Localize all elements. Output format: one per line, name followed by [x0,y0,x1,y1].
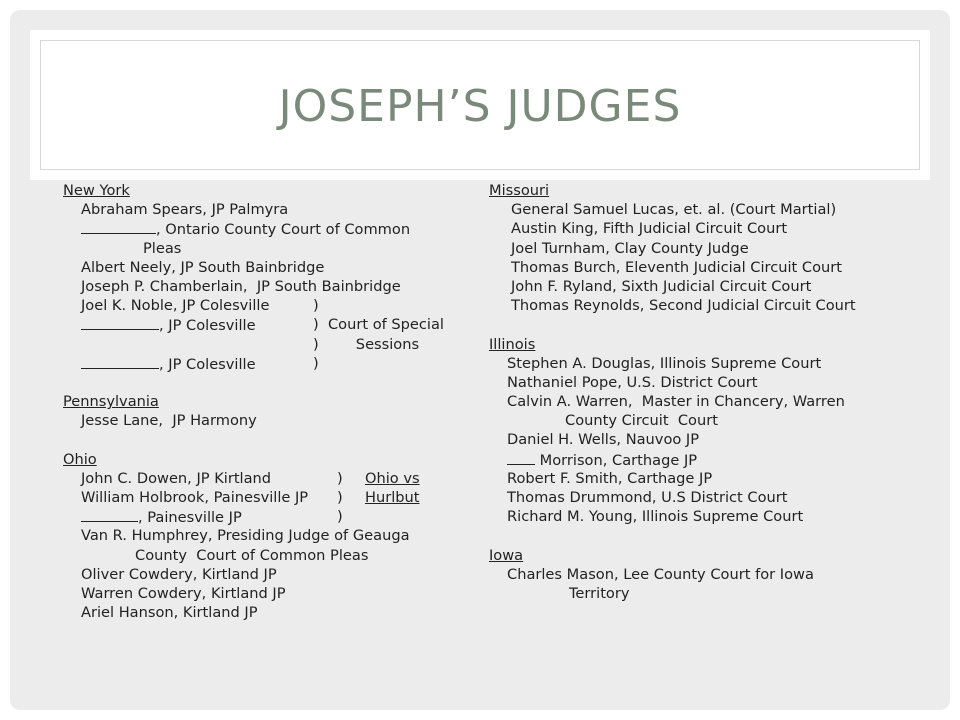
heading-illinois: Illinois [489,335,536,353]
judge-entry: , Ontario County Court of Common [63,219,463,238]
right-column [489,181,919,603]
judge-entry: John F. Ryland, Sixth Judicial Circuit Court [511,277,812,295]
title-band [30,30,930,180]
judge-entry: Richard M. Young, Illinois Supreme Court [507,508,804,526]
blank-name-line [81,219,156,234]
judge-entry: John C. Dowen, JP Kirtland ) Ohio vs [81,469,420,487]
judge-entry: Thomas Burch, Eleventh Judicial Circuit Court [511,258,843,276]
judge-entry: Daniel H. Wells, Nauvoo JP [507,431,700,449]
judge-entry: William Holbrook, Painesville JP ) Hurlbut [81,489,420,506]
judge-entry: General Samuel Lucas, et. al. (Court Martial) [511,201,837,219]
judge-entry: Joel K. Noble, JP Colesville ) [81,297,319,315]
judge-entry: Ariel Hanson, Kirtland JP [81,604,258,622]
judge-entry: Warren Cowdery, Kirtland JP [81,584,286,602]
judge-entry: Thomas Drummond, U.S District Court [507,489,788,506]
judge-entry-continued: County Court of Common Pleas [135,546,369,564]
blank-name-line [81,315,159,330]
judge-entry-continued: County Circuit Court [565,412,718,430]
blank-name-line [81,354,159,369]
judge-entry-continued: Pleas [143,239,182,257]
judge-entry: Calvin A. Warren, Master in Chancery, Warren [507,393,845,411]
blank-name-line [507,450,535,465]
judge-entry: Jesse Lane, JP Harmony [81,412,257,430]
slide-title: JOSEPH’S JUDGES [278,81,682,132]
heading-ohio: Ohio [63,450,97,468]
heading-missouri: Missouri [489,182,550,199]
judge-entry: Austin King, Fifth Judicial Circuit Court [511,220,788,238]
judge-entry: , JP Colesville ) Court of Special [63,315,463,334]
judge-entry: Thomas Reynolds, Second Judicial Circuit Court [511,297,856,315]
judge-entry-continued: Territory [569,584,630,602]
title-frame [40,40,920,170]
judge-entry: Abraham Spears, JP Palmyra [81,201,289,219]
left-column [63,181,463,622]
judge-entry: Stephen A. Douglas, Illinois Supreme Court [507,354,822,372]
case-name: Ohio vs [365,469,420,487]
case-name: Hurlbut [365,489,420,506]
court-bracket: ) Sessions [313,335,420,353]
heading-pennsylvania: Pennsylvania [63,393,159,411]
judge-entry: Joel Turnham, Clay County Judge [511,239,749,257]
judge-entry: , JP Colesville ) [63,354,463,373]
judge-entry: Joseph P. Chamberlain, JP South Bainbridge [81,277,401,295]
heading-new-york: New York [63,182,130,199]
judge-entry: , Painesville JP ) [63,507,463,526]
judge-entry: Charles Mason, Lee County Court for Iowa [507,565,814,583]
judge-entry: Van R. Humphrey, Presiding Judge of Geauga [81,527,410,545]
judge-entry: Morrison, Carthage JP [489,450,919,469]
heading-iowa: Iowa [489,546,524,564]
judge-entry: Nathaniel Pope, U.S. District Court [507,373,758,391]
judge-entry: Albert Neely, JP South Bainbridge [81,258,325,276]
blank-name-line [81,507,138,522]
judge-entry: Oliver Cowdery, Kirtland JP [81,565,277,583]
judge-entry: Robert F. Smith, Carthage JP [507,469,713,487]
